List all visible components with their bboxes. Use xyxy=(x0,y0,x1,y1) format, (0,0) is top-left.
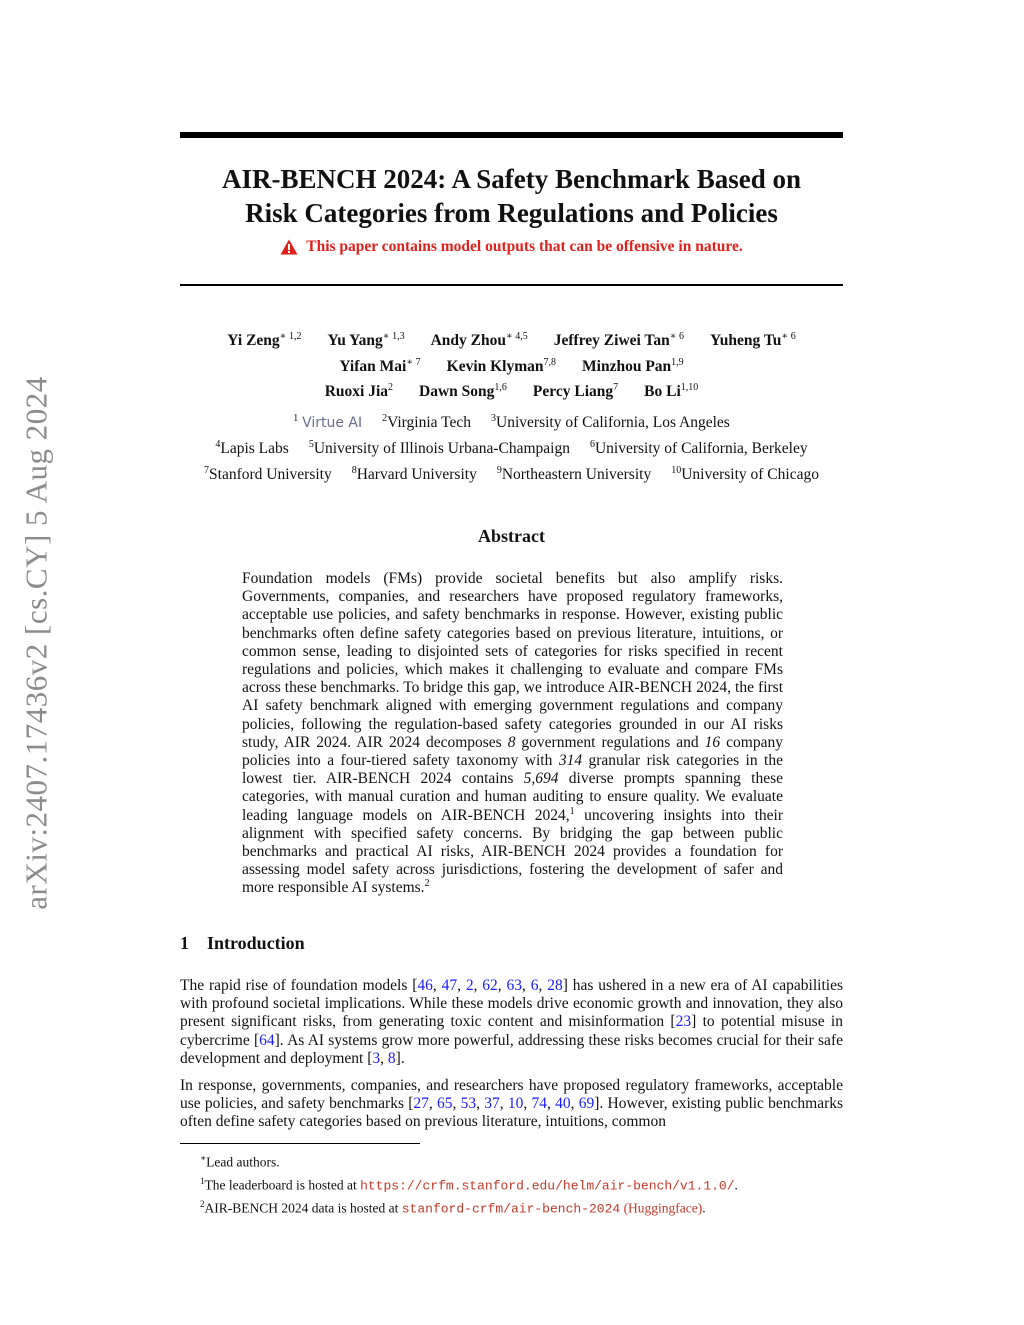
affiliation: $^2$Virginia Tech xyxy=(382,413,472,432)
citation-link[interactable]: 47 xyxy=(441,977,458,994)
author: Yuheng $Tu^{∗ 6}$ xyxy=(710,331,796,350)
affiliation: $^4$Lapis Labs xyxy=(215,439,289,458)
arxiv-stamp xyxy=(2,355,72,930)
citation-link[interactable]: 63 xyxy=(506,977,523,994)
citation-link[interactable]: 2 xyxy=(465,977,474,994)
abstract-body xyxy=(242,570,783,898)
author: Minzhou Pan$^{1,9}$ xyxy=(582,356,684,375)
virtue-ai-logo: Virtue AI xyxy=(302,415,363,432)
citation-link[interactable]: 40 xyxy=(555,1095,571,1113)
warning-triangle-icon xyxy=(280,239,298,255)
affiliation: $^9$Northeastern University xyxy=(496,465,652,484)
citation-link[interactable]: 27 xyxy=(413,1095,429,1113)
citation-link[interactable]: 3 xyxy=(372,1049,381,1067)
footnote-lead-authors: ∗Lead authors. xyxy=(200,1153,280,1170)
author-line xyxy=(180,377,843,403)
affiliation: $^3$University of California, Los Angeles xyxy=(491,413,730,432)
author-list xyxy=(180,326,843,403)
affiliation: $^8$Harvard University xyxy=(351,465,477,484)
arxiv-id: arXiv:2407.17436v2 [cs.CY] 5 Aug 2024 xyxy=(19,375,54,910)
abstract-paragraph: Foundation models (FMs) provide societal benefits but also amplify risks. Governments, companies, and researchers have proposed regulatory frameworks, acceptable use policies, and safety benchmarks in response. However, existing public benchmarks often define safety categories based on previous literature, intuitions, or common sense, leading to disjointed sets of categories for risks specified in recent regulations and policies, which makes it challenging to evaluate and compare FMs across these benchmarks. To bridge this gap, we introduce AIR-BENCH 2024, the first AI safety benchmark aligned with emerging government regulations and company policies, following the regulation-based safety categories grounded in our AI risks study, AIR 2024. AIR 2024 decomposes 8 government regulations and 16 company policies into a four-tiered safety taxonomy with 314 granular risk categories in the lowest tier. AIR-BENCH 2024 contains 5,694 diverse prompts spanning these categories, with manual curation and human auditing to ensure quality. We evaluate leading language models on AIR-BENCH 2024,$^1$ uncovering insights into their alignment with specified safety concerns. By bridging the gap between public benchmarks and practical AI risks, AIR-BENCH 2024 provides a foundation for assessing model safety across jurisdictions, fostering the development of safer and more responsible AI systems.$^2$ xyxy=(242,570,784,897)
intro-paragraph-1: The rapid rise of foundation models [46, 47, 2, 62, 63, 6, 28] has ushered in a new era of AI capabilities with profound societal implications. While these models drive economic growth and innovation, they also present significant risks, from generating toxic content and misinformation [23] to potential misuse in cybercrime [64]. As AI systems grow more powerful, addressing these risks becomes crucial for their safe development and deployment [3, 8]. xyxy=(180,977,843,1067)
author: Yifan Mai$^{∗ 7}$ xyxy=(339,356,421,375)
author: Kevin Klyman$^{7,8}$ xyxy=(446,356,557,375)
content-warning xyxy=(180,238,843,256)
affiliation: $^6$University of California, Berkeley xyxy=(589,439,808,458)
footnote-ref: 2 xyxy=(424,878,430,890)
title-line-2: Risk Categories from Regulations and Policies xyxy=(245,198,778,228)
intro-paragraph-2: In response, governments, companies, and researchers have proposed regulatory frameworks, acceptable use policies, and safety benchmarks [27, 65, 53, 37, 10, 74, 40, 69]. However, existing public benchmarks often define safety categories based on previous literature, intuitions, common xyxy=(180,1077,844,1131)
author: Bo Li$^{1,10}$ xyxy=(644,382,699,401)
huggingface-link[interactable]: (Huggingface) xyxy=(620,1200,703,1216)
citation-link[interactable]: 65 xyxy=(437,1095,453,1113)
affiliation-line xyxy=(178,460,845,486)
affiliation-line xyxy=(178,434,845,460)
affiliation: $^5$University of Illinois Urbana-Champaign xyxy=(308,439,570,458)
citation-link[interactable]: 28 xyxy=(547,977,563,994)
dataset-link[interactable]: stanford-crfm/air-bench-2024 xyxy=(401,1201,621,1217)
footnote-ref: 1 xyxy=(569,805,575,817)
section-heading xyxy=(180,933,305,954)
author: Yu Yang$^{∗ 1,3}$ xyxy=(327,331,405,350)
paper-title xyxy=(180,162,843,230)
footnote-leaderboard: $^1$The leaderboard is hosted at https://crfm.stanford.edu/helm/air-bench/v1.1.0/. xyxy=(200,1175,738,1193)
affiliation: $^{10}$University of Chicago xyxy=(671,465,819,484)
title-line-1: AIR-BENCH 2024: A Safety Benchmark Based on xyxy=(221,164,802,194)
author-line xyxy=(180,326,843,352)
citation-link[interactable]: 69 xyxy=(578,1095,595,1113)
title-rule-top xyxy=(180,132,843,138)
citation-link[interactable]: 46 xyxy=(417,977,433,994)
citation-link[interactable]: 62 xyxy=(482,977,498,994)
citation-link[interactable]: 8 xyxy=(387,1049,396,1067)
leaderboard-url-link[interactable]: https://crfm.stanford.edu/helm/air-bench/v1.1.0/ xyxy=(360,1178,735,1193)
citation-link[interactable]: 23 xyxy=(675,1013,692,1031)
footnotes xyxy=(200,1149,843,1219)
author-line xyxy=(180,352,843,378)
affiliation-line xyxy=(178,408,845,434)
citation-link[interactable]: 74 xyxy=(531,1095,548,1113)
title-rule-bottom xyxy=(180,284,843,286)
author: Andy Zhou$^{∗ 4,5}$ xyxy=(430,331,528,350)
affiliation: $^7$Stanford University xyxy=(204,465,332,484)
author: Jeffrey Ziwei Tan$^{∗ 6}$ xyxy=(553,331,685,350)
citation-link[interactable]: 37 xyxy=(484,1095,500,1113)
footnote-rule xyxy=(180,1143,420,1144)
author: Dawn Song$^{1,6}$ xyxy=(419,382,507,401)
author: Yi Zeng$^{∗ 1,2}$ xyxy=(227,331,302,350)
footnote-dataset: $^2$AIR-BENCH 2024 data is hosted at stanford-crfm/air-bench-2024 (Huggingface). xyxy=(200,1199,706,1217)
section-title: Introduction xyxy=(207,933,305,953)
author: Percy Liang$^7$ xyxy=(532,382,619,401)
citation-link[interactable]: 53 xyxy=(460,1095,477,1113)
author: Ruoxi Jia$^2$ xyxy=(324,382,394,401)
citation-link[interactable]: 10 xyxy=(507,1095,524,1113)
abstract-heading: Abstract xyxy=(478,526,545,546)
citation-link[interactable]: 6 xyxy=(530,977,539,994)
warning-text: This paper contains model outputs that can be offensive in nature. xyxy=(306,238,743,255)
affiliation-list xyxy=(178,408,845,486)
introduction-body xyxy=(180,977,843,1141)
citation-link[interactable]: 64 xyxy=(259,1031,275,1049)
section-number: 1 xyxy=(180,933,189,953)
affiliation: $^1$ Virtue AI xyxy=(293,413,363,432)
